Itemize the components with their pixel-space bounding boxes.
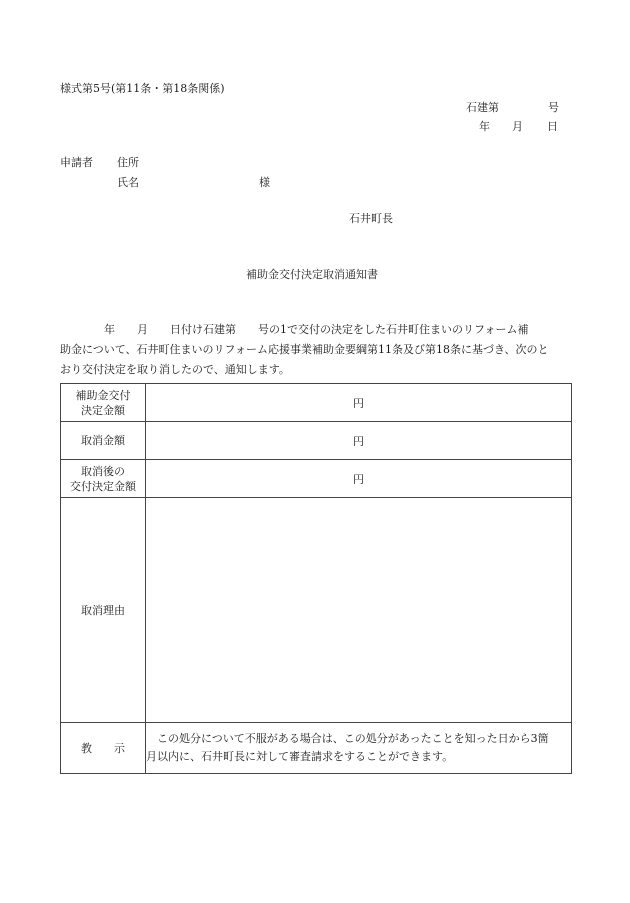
notice-table	[60, 383, 572, 774]
cancel-reason-field[interactable]	[146, 498, 572, 723]
grant-amount-value: 円	[146, 384, 572, 422]
document-number-prefix: 石建第	[466, 101, 499, 114]
remaining-amount-label: 取消後の 交付決定金額	[61, 460, 146, 498]
date-year: 年	[479, 120, 490, 133]
table-row	[61, 384, 572, 422]
date-day: 日	[547, 120, 558, 133]
table-row	[61, 460, 572, 498]
grant-amount-label: 補助金交付 決定金額	[61, 384, 146, 422]
body-paragraph	[60, 320, 580, 380]
remaining-amount-value: 円	[146, 460, 572, 498]
cancel-amount-value: 円	[146, 422, 572, 460]
cancel-reason-label: 取消理由	[61, 498, 146, 723]
date-month: 月	[512, 120, 523, 133]
table-row	[61, 498, 572, 723]
cancel-amount-label: 取消金額	[61, 422, 146, 460]
body-line-1: 年 月 日付け石建第 号の1で交付の決定をした石井町住まいのリフォーム補	[60, 323, 529, 336]
address-label: 住所	[117, 156, 139, 169]
instruction-text: この処分について不服がある場合は、この処分があったことを知った日から3箇 月以内に、石井町長に対して審査請求をすることができます。	[146, 723, 572, 774]
document-title: 補助金交付決定取消通知書	[246, 268, 378, 281]
instruction-label: 教 示	[61, 723, 146, 774]
table-row	[61, 723, 572, 774]
table-row	[61, 422, 572, 460]
document-number-suffix: 号	[548, 101, 559, 114]
body-line-2: 助金について、石井町住まいのリフォーム応援事業補助金要綱第11条及び第18条に基づき、次のと	[60, 343, 549, 356]
honorific: 様	[259, 176, 270, 189]
applicant-label: 申請者	[60, 156, 93, 169]
issuer: 石井町長	[349, 212, 393, 225]
body-line-3: おり交付決定を取り消したので、通知します。	[60, 363, 290, 376]
form-number: 様式第5号(第11条・第18条関係)	[60, 82, 225, 95]
name-label: 氏名	[117, 176, 139, 189]
